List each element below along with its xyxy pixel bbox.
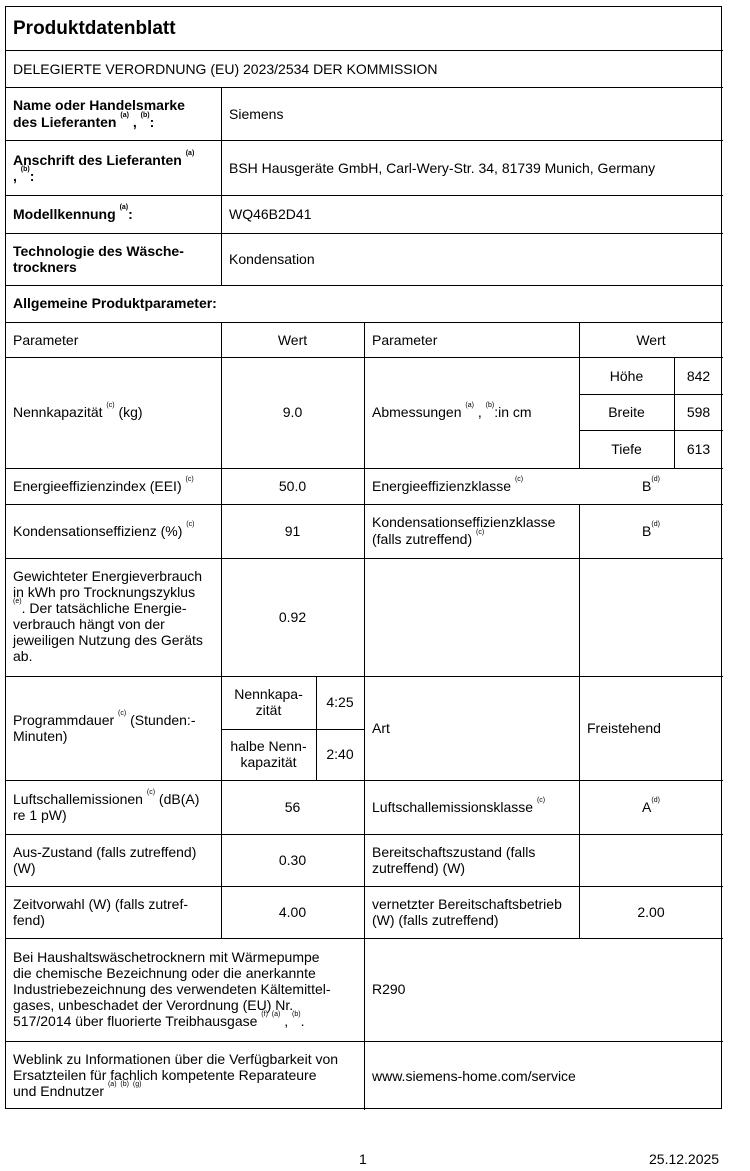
divider <box>579 394 723 395</box>
type-value: Freistehend <box>587 720 661 736</box>
page-title: Produktdatenblatt <box>13 18 176 39</box>
program-duration-label-2: Minuten) <box>13 728 68 744</box>
column-header-parameter: Parameter <box>372 332 438 348</box>
energy-consumption-label-2: in kWh pro Trocknungszyklus <box>13 584 196 600</box>
divider <box>364 676 365 1110</box>
condensation-label: Kondensationseffizienz (%) $^{(c)}$ <box>13 521 195 539</box>
supplier-name-label: Name oder Handelsmarke <box>13 97 185 113</box>
refrigerant-label-3: Industriebezeichnung des verwendeten Kältemittel- <box>13 981 331 997</box>
program-half-label-2: kapazität <box>240 754 297 770</box>
networked-standby-label-2: (W) (falls zutreffend) <box>372 912 499 928</box>
refrigerant-label-5: 517/2014 über fluorierte Treibhausgase $^{(f)}$ $^{(a)}$ , $^{(b)}$. <box>13 1011 305 1029</box>
off-mode-value: 0.30 <box>278 852 307 868</box>
standby-label: Bereitschaftszustand (falls <box>372 844 536 860</box>
technology-value: Kondensation <box>229 251 315 267</box>
standby-label-2: zutreffend) (W) <box>372 860 466 876</box>
regulation-text: DELEGIERTE VERORDNUNG (EU) 2023/2534 DER KOMMISSION <box>13 61 438 77</box>
noise-label-2: re 1 pW) <box>13 807 67 823</box>
supplier-address-value: BSH Hausgeräte GmbH, Carl-Wery-Str. 34, 81739 Munich, Germany <box>229 160 656 176</box>
networked-standby-label: vernetzter Bereitschaftsbetrieb <box>372 896 562 912</box>
condensation-class-value: $B^{(d)}$ <box>642 521 660 539</box>
divider <box>579 834 580 938</box>
capacity-value: 9.0 <box>282 404 303 420</box>
refrigerant-label-4: gases, unbeschadet der Verordnung (EU) Nr. <box>13 997 294 1013</box>
delay-start-label-2: fend) <box>13 912 45 928</box>
depth-label: Tiefe <box>611 441 642 457</box>
footer-date: 25.12.2025 <box>649 1151 720 1167</box>
column-header-value: Wert <box>636 332 666 348</box>
column-header-parameter: Parameter <box>13 332 79 348</box>
delay-start-label: Zeitvorwahl (W) (falls zutref- <box>13 896 189 912</box>
refrigerant-label-2: die chemische Bezeichnung oder die anerkannte <box>13 965 316 981</box>
weblink-value[interactable]: www.siemens-home.com/service <box>372 1068 576 1084</box>
divider <box>221 87 222 285</box>
refrigerant-label: Bei Haushaltswäschetrocknern mit Wärmepumpe <box>13 949 320 965</box>
type-label: Art <box>372 720 390 736</box>
networked-standby-value: 2.00 <box>637 904 665 920</box>
divider <box>6 50 723 51</box>
divider <box>6 285 723 286</box>
divider <box>6 87 723 88</box>
weblink-label-3: und Endnutzer $^{(a)}$ $^{(b)}$ $^{(g)}$ <box>13 1081 142 1099</box>
general-params-heading: Allgemeine Produktparameter: <box>13 295 217 311</box>
program-half-label: halbe Nenn- <box>230 738 307 754</box>
program-full-value: 4:25 <box>326 694 354 710</box>
technology-label: Technologie des Wäsche- <box>13 243 184 259</box>
width-label: Breite <box>608 404 645 420</box>
weblink-label-2: Ersatzteilen für fachlich kompetente Reparateure <box>13 1067 317 1083</box>
height-value: 842 <box>686 368 711 384</box>
column-header-value: Wert <box>277 332 308 348</box>
divider <box>364 322 365 676</box>
divider <box>316 676 317 780</box>
dimensions-label: Abmessungen $^{(a)}$ , $^{(b)}$:in cm <box>372 402 532 420</box>
divider <box>6 195 723 196</box>
energy-consumption-label: Gewichteter Energieverbrauch <box>13 568 203 584</box>
divider <box>221 729 364 730</box>
model-label: Modellkennung $^{(a)}$: <box>13 204 133 222</box>
noise-label: Luftschallemissionen $^{(c)}$ (dB(A) <box>13 789 200 807</box>
energy-consumption-label-5: jeweiligen Nutzung des Geräts <box>13 632 203 648</box>
technology-label-2: trockners <box>13 259 77 275</box>
off-mode-label: Aus-Zustand (falls zutreffend) <box>13 844 197 860</box>
noise-class-value: $A^{(d)}$ <box>642 797 660 815</box>
energy-class-value: $B^{(d)}$ <box>642 476 660 494</box>
product-data-sheet <box>5 6 722 1109</box>
weblink-label: Weblink zu Informationen über die Verfügbarkeit von <box>13 1051 339 1067</box>
divider <box>6 233 723 234</box>
divider <box>6 140 723 141</box>
supplier-name-value: Siemens <box>229 106 284 122</box>
divider <box>579 430 723 431</box>
off-mode-label-2: (W) <box>13 860 36 876</box>
noise-class-label: Luftschallemissionsklasse $^{(c)}$ <box>372 797 546 815</box>
energy-class-label: Energieeffizienzklasse $^{(c)}$ <box>372 476 524 494</box>
supplier-address-label-2: , $^{(b)}$: <box>13 166 35 184</box>
supplier-name-label-2: des Lieferanten $^{(a)}$ , $^{(b)}$: <box>13 112 155 130</box>
supplier-address-label: Anschrift des Lieferanten $^{(a)}$ <box>13 150 195 168</box>
program-half-value: 2:40 <box>326 746 354 762</box>
noise-value: 56 <box>284 799 301 815</box>
program-full-label-2: zität <box>255 702 282 718</box>
program-duration-label: Programmdauer $^{(c)}$ (Stunden:- <box>13 710 196 728</box>
energy-consumption-label-4: verbrauch hängt von der <box>13 616 165 632</box>
energy-consumption-value: 0.92 <box>278 609 307 625</box>
depth-value: 613 <box>686 441 711 457</box>
delay-start-value: 4.00 <box>278 904 307 920</box>
page-number: 1 <box>359 1151 367 1167</box>
energy-consumption-label-3: $^{(e)}$. Der tatsächliche Energie- <box>13 598 187 616</box>
condensation-class-label: Kondensationseffizienzklasse <box>372 514 556 530</box>
model-value: WQ46B2D41 <box>229 206 312 222</box>
refrigerant-value: R290 <box>372 981 406 997</box>
width-value: 598 <box>686 404 711 420</box>
condensation-value: 91 <box>284 523 301 539</box>
condensation-class-label-2: (falls zutreffend) $^{(c)}$ <box>372 529 485 547</box>
eei-value: 50.0 <box>278 478 307 494</box>
height-label: Höhe <box>609 368 644 384</box>
eei-label: Energieeffizienzindex (EEI) $^{(c)}$ <box>13 476 194 494</box>
program-full-label: Nennkapa- <box>234 686 303 702</box>
energy-consumption-label-6: ab. <box>13 648 33 664</box>
capacity-label: Nennkapazität $^{(c)}$ (kg) <box>13 402 143 420</box>
